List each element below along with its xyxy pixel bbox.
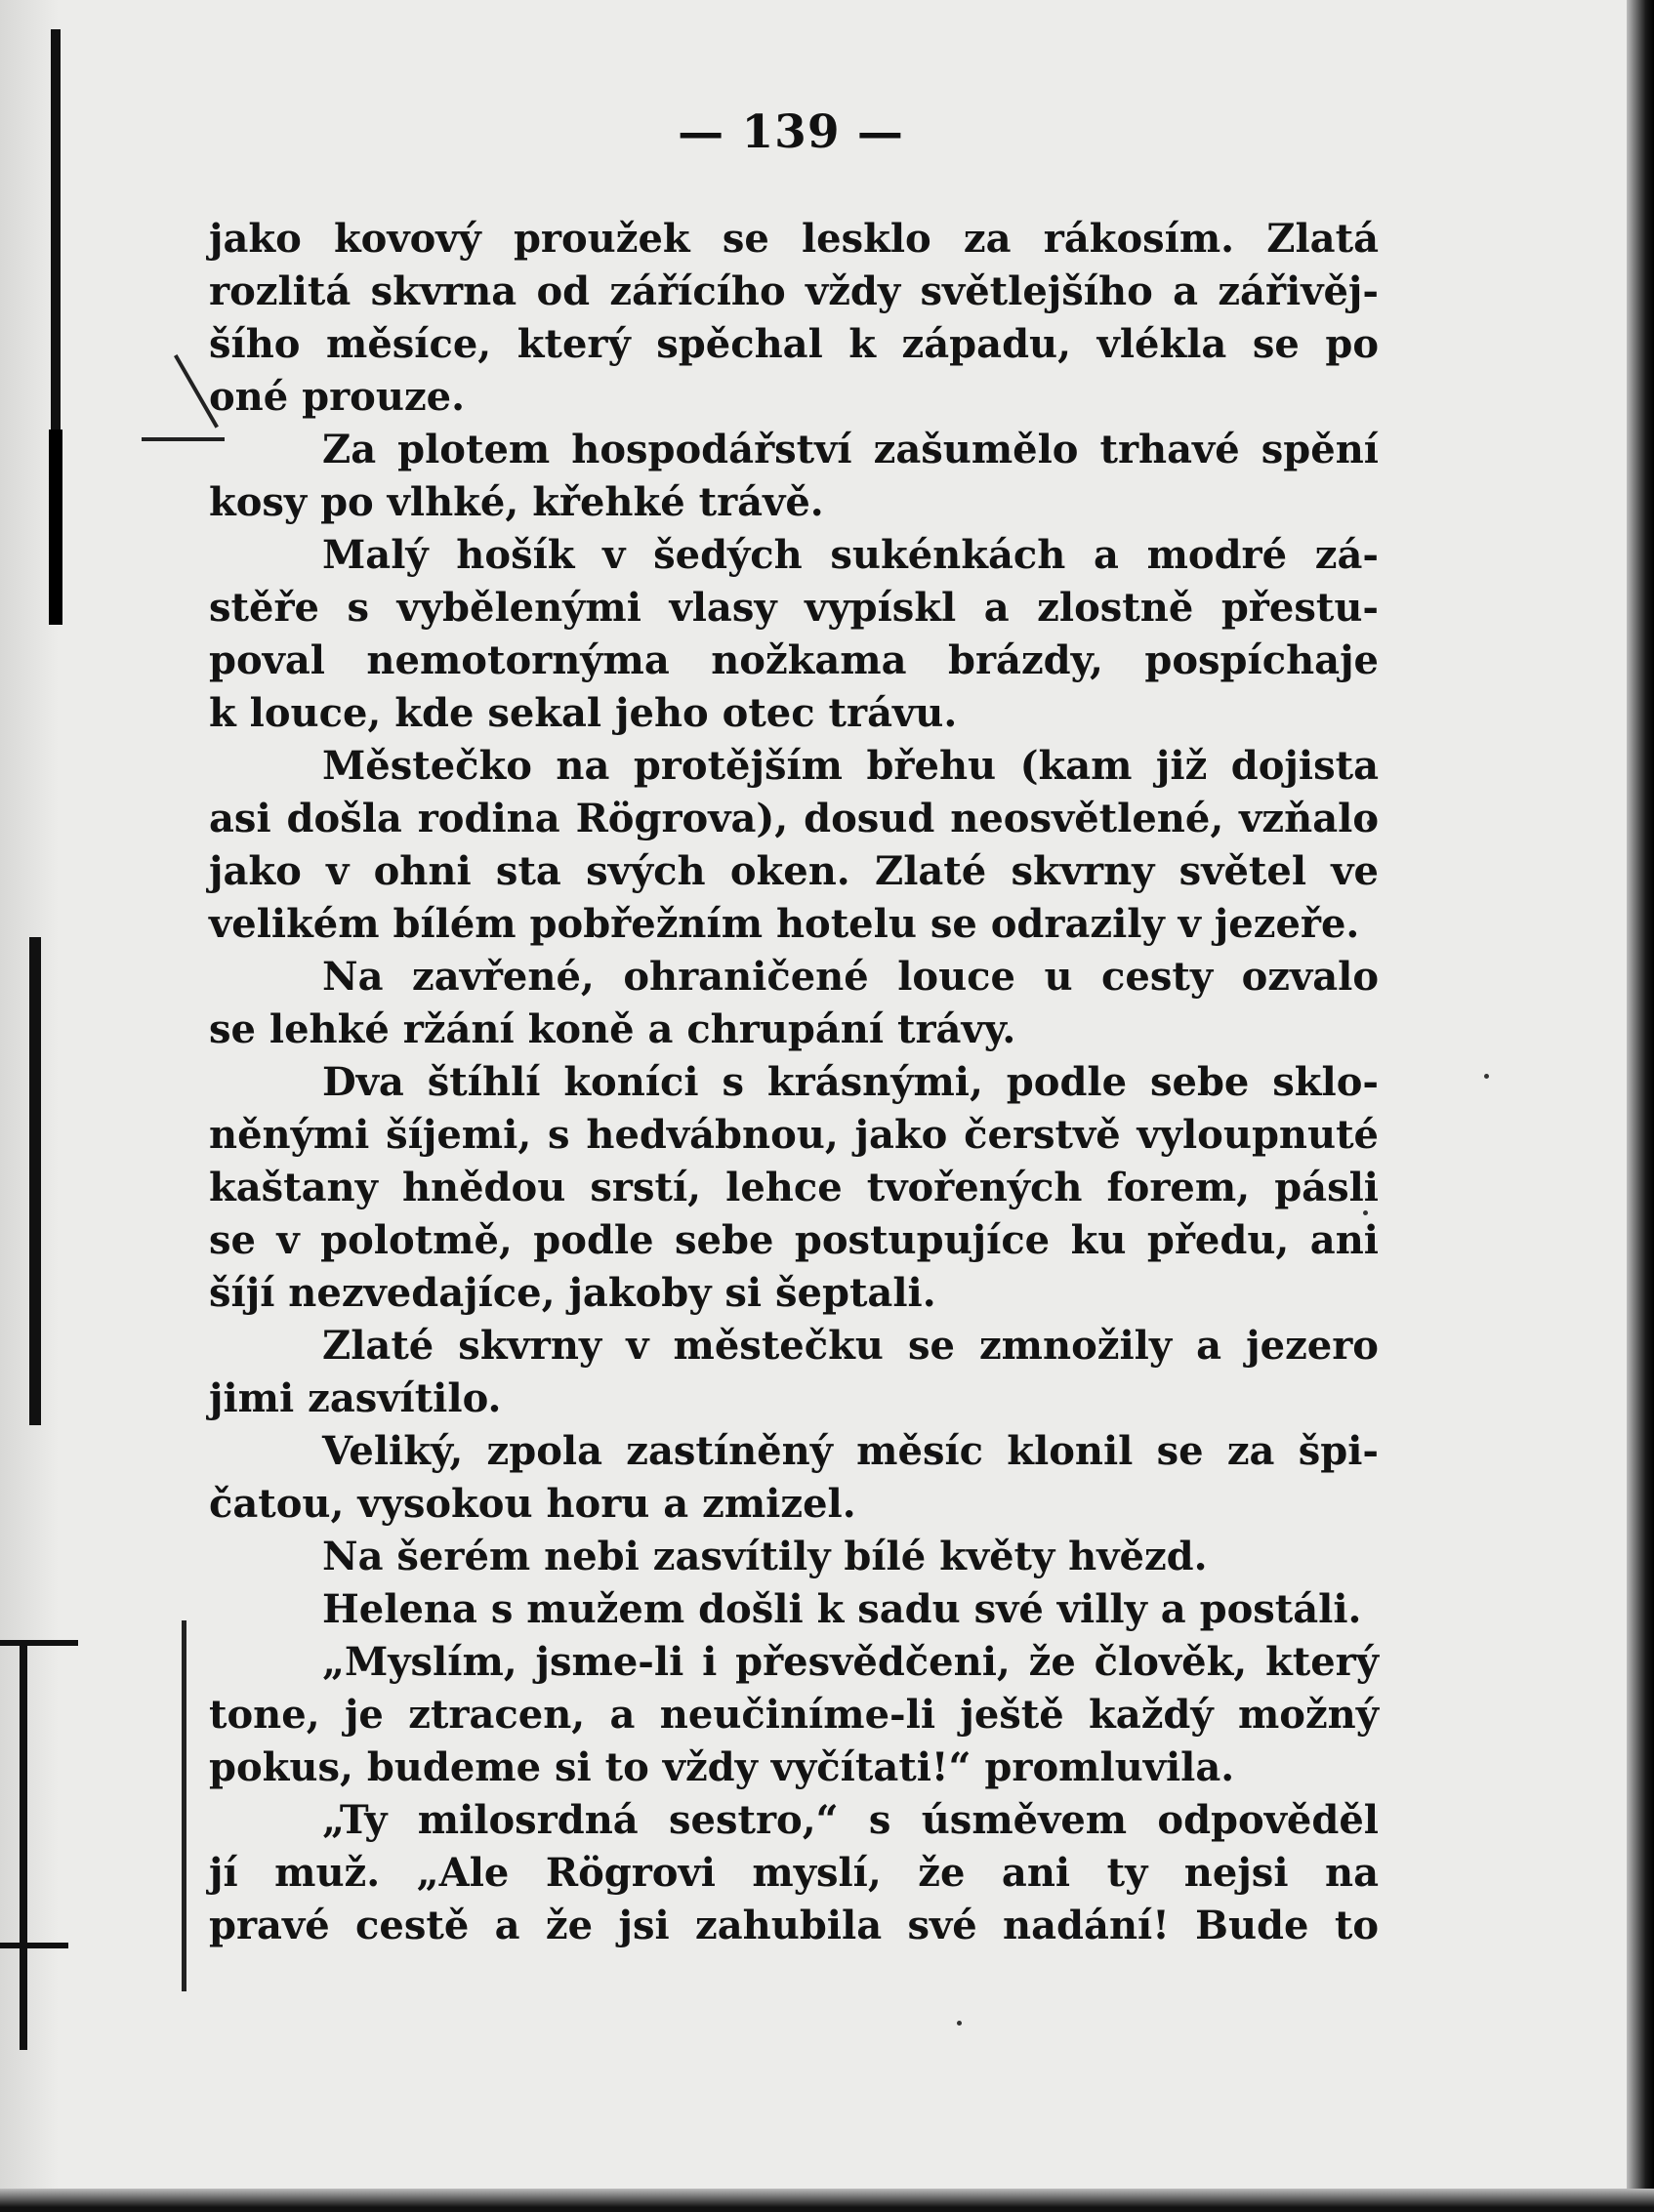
- text-line: Dva štíhlí koníci s krásnými, podle sebe sklo-: [322, 1059, 1379, 1105]
- text-line: jako kovový proužek se lesklo za rákosím. Zlatá: [209, 216, 1379, 262]
- text-line: „Ty milosrdná sestro,“ s úsměvem odpověděl: [322, 1797, 1379, 1843]
- text-line: Zlaté skvrny v městečku se zmnožily a jezero: [322, 1323, 1379, 1369]
- text-line: k louce, kde sekal jeho otec trávu.: [209, 690, 958, 736]
- text-line: rozlitá skvrna od zářícího vždy světlejšího a zářivěj-: [209, 268, 1379, 314]
- text-line: stěře s vybělenými vlasy vypískl a zlostně přestu-: [209, 585, 1379, 631]
- text-line: Helena s mužem došli k sadu své villy a postáli.: [322, 1586, 1362, 1632]
- text-line: Malý hošík v šedých sukénkách a modré zá-: [322, 532, 1379, 578]
- text-line: kosy po vlhké, křehké trávě.: [209, 479, 824, 525]
- text-line: jí muž. „Ale Rögrovi myslí, že ani ty nejsi na: [209, 1850, 1379, 1896]
- text-line: Na zavřené, ohraničené louce u cesty ozvalo: [322, 954, 1379, 1000]
- text-line: Veliký, zpola zastíněný měsíc klonil se za špi-: [322, 1428, 1379, 1474]
- text-line: oné prouze.: [209, 374, 466, 420]
- text-line: jimi zasvítilo.: [209, 1375, 502, 1421]
- text-line: pravé cestě a že jsi zahubila své nadání! Bude to: [209, 1903, 1379, 1948]
- speck: [957, 2021, 962, 2026]
- text-line: něnými šíjemi, s hedvábnou, jako čerstvě vyloupnuté: [209, 1112, 1379, 1158]
- text-line: šího měsíce, který spěchal k západu, vlékla se po: [209, 321, 1379, 367]
- text-line: kaštany hnědou srstí, lehce tvořených forem, pásli: [209, 1165, 1379, 1210]
- margin-tick-2: [0, 1943, 68, 1948]
- margin-rule-bottom: [20, 1640, 27, 2050]
- text-line: poval nemotornýma nožkama brázdy, pospíchaje: [209, 637, 1379, 683]
- text-line: asi došla rodina Rögrova), dosud neosvětlené, vzňalo: [209, 796, 1379, 841]
- margin-rule-lower: [29, 937, 41, 1425]
- text-line: „Myslím, jsme-li i přesvědčeni, že člověk, který: [322, 1639, 1379, 1685]
- page-number: — 139 —: [678, 105, 904, 159]
- text-line: Za plotem hospodářství zašumělo trhavé spění: [322, 427, 1379, 472]
- margin-rule-mid: [49, 430, 62, 625]
- text-line: Na šerém nebi zasvítily bílé květy hvězd.: [322, 1534, 1208, 1579]
- text-line: šíjí nezvedajíce, jakoby si šeptali.: [209, 1270, 936, 1316]
- text-line: čatou, vysokou horu a zmizel.: [209, 1481, 856, 1527]
- page-edge-right: [1627, 0, 1654, 2212]
- text-line: se lehké ržání koně a chrupání trávy.: [209, 1006, 1016, 1052]
- margin-rule-top: [51, 29, 61, 439]
- body-text: [209, 213, 1379, 1952]
- text-line: se v polotmě, podle sebe postupujíce ku předu, ani: [209, 1217, 1379, 1263]
- text-line: jako v ohni sta svých oken. Zlaté skvrny světel ve: [209, 848, 1379, 894]
- text-line: Městečko na protějším břehu (kam již dojista: [322, 743, 1379, 789]
- pencil-mark-left: [182, 1620, 186, 1991]
- speck: [1484, 1074, 1489, 1079]
- text-line: pokus, budeme si to vždy vyčítati!“ promluvila.: [209, 1744, 1235, 1790]
- page-edge-bottom: [0, 2189, 1654, 2212]
- text-line: tone, je ztracen, a neučiníme-li ještě každý možný: [209, 1692, 1379, 1738]
- margin-tick-1: [0, 1640, 78, 1646]
- text-line: velikém bílém pobřežním hotelu se odrazily v jezeře.: [209, 901, 1360, 947]
